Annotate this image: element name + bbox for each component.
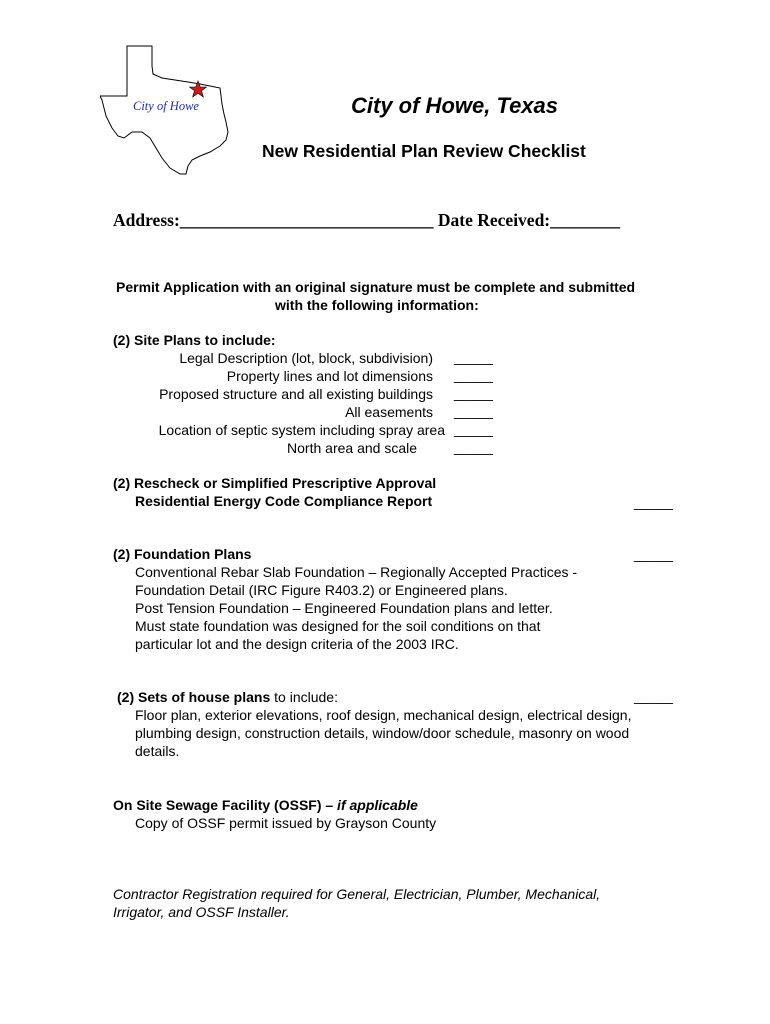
checklist-blank: _____	[634, 494, 673, 510]
ossf-heading-bold: On Site Sewage Facility (OSSF) –	[113, 797, 334, 813]
checklist-blank: _____	[454, 403, 493, 419]
foundation-line: Conventional Rebar Slab Foundation – Regionally Accepted Practices -	[135, 564, 578, 580]
map-label: City of Howe	[133, 99, 199, 113]
checklist-blank: _____	[454, 349, 493, 365]
ossf-heading-italic: if applicable	[333, 797, 418, 813]
site-plan-item: North area and scale	[287, 440, 417, 456]
foundation-line: Post Tension Foundation – Engineered Foundation plans and letter.	[135, 600, 553, 616]
foundation-line: Foundation Detail (IRC Figure R403.2) or Engineered plans.	[135, 582, 508, 598]
address-date-line: Address:_____________________________ Date Received:________	[113, 210, 621, 230]
footer-note-line-1: Contractor Registration required for General, Electrician, Plumber, Mechanical,	[113, 886, 601, 902]
site-plan-item: Legal Description (lot, block, subdivision)	[179, 350, 433, 366]
footer-note-line-2: Irrigator, and OSSF Installer.	[113, 904, 290, 920]
foundation-line: particular lot and the design criteria of the 2003 IRC.	[135, 636, 459, 652]
site-plan-item: Proposed structure and all existing buildings	[159, 386, 433, 402]
checklist-blank: _____	[454, 367, 493, 383]
intro-line-2: with the following information:	[275, 297, 479, 313]
ossf-heading	[113, 796, 418, 814]
page-title: City of Howe, Texas	[351, 93, 559, 118]
ossf-line: Copy of OSSF permit issued by Grayson County	[135, 815, 437, 831]
foundation-line: Must state foundation was designed for the soil conditions on that	[135, 618, 541, 634]
document-title: New Residential Plan Review Checklist	[262, 141, 586, 161]
house-plans-heading-rest: to include:	[270, 689, 338, 705]
house-plans-heading-bold: (2) Sets of house plans	[117, 689, 271, 705]
site-plan-item: All easements	[345, 404, 433, 420]
house-plans-line: details.	[135, 743, 180, 759]
site-plan-item: Location of septic system including spray area	[158, 422, 445, 438]
rescheck-heading: (2) Rescheck or Simplified Prescriptive Approval	[113, 475, 437, 491]
house-plans-line: plumbing design, construction details, window/door schedule, masonry on wood	[135, 725, 630, 741]
checklist-blank: _____	[454, 385, 493, 401]
site-plan-item: Property lines and lot dimensions	[226, 368, 433, 384]
checklist-blank: _____	[454, 421, 493, 437]
star-icon	[190, 81, 207, 97]
rescheck-subheading: Residential Energy Code Compliance Report	[135, 493, 433, 509]
checklist-blank: _____	[634, 546, 673, 562]
foundation-heading: (2) Foundation Plans	[113, 546, 252, 562]
checklist-blank: _____	[634, 688, 673, 704]
intro-line-1: Permit Application with an original signature must be complete and submitted	[116, 279, 636, 295]
house-plans-line: Floor plan, exterior elevations, roof design, mechanical design, electrical design,	[135, 707, 632, 723]
checklist-blank: _____	[454, 439, 493, 455]
house-plans-heading	[117, 688, 338, 706]
site-plans-heading: (2) Site Plans to include:	[113, 332, 276, 348]
